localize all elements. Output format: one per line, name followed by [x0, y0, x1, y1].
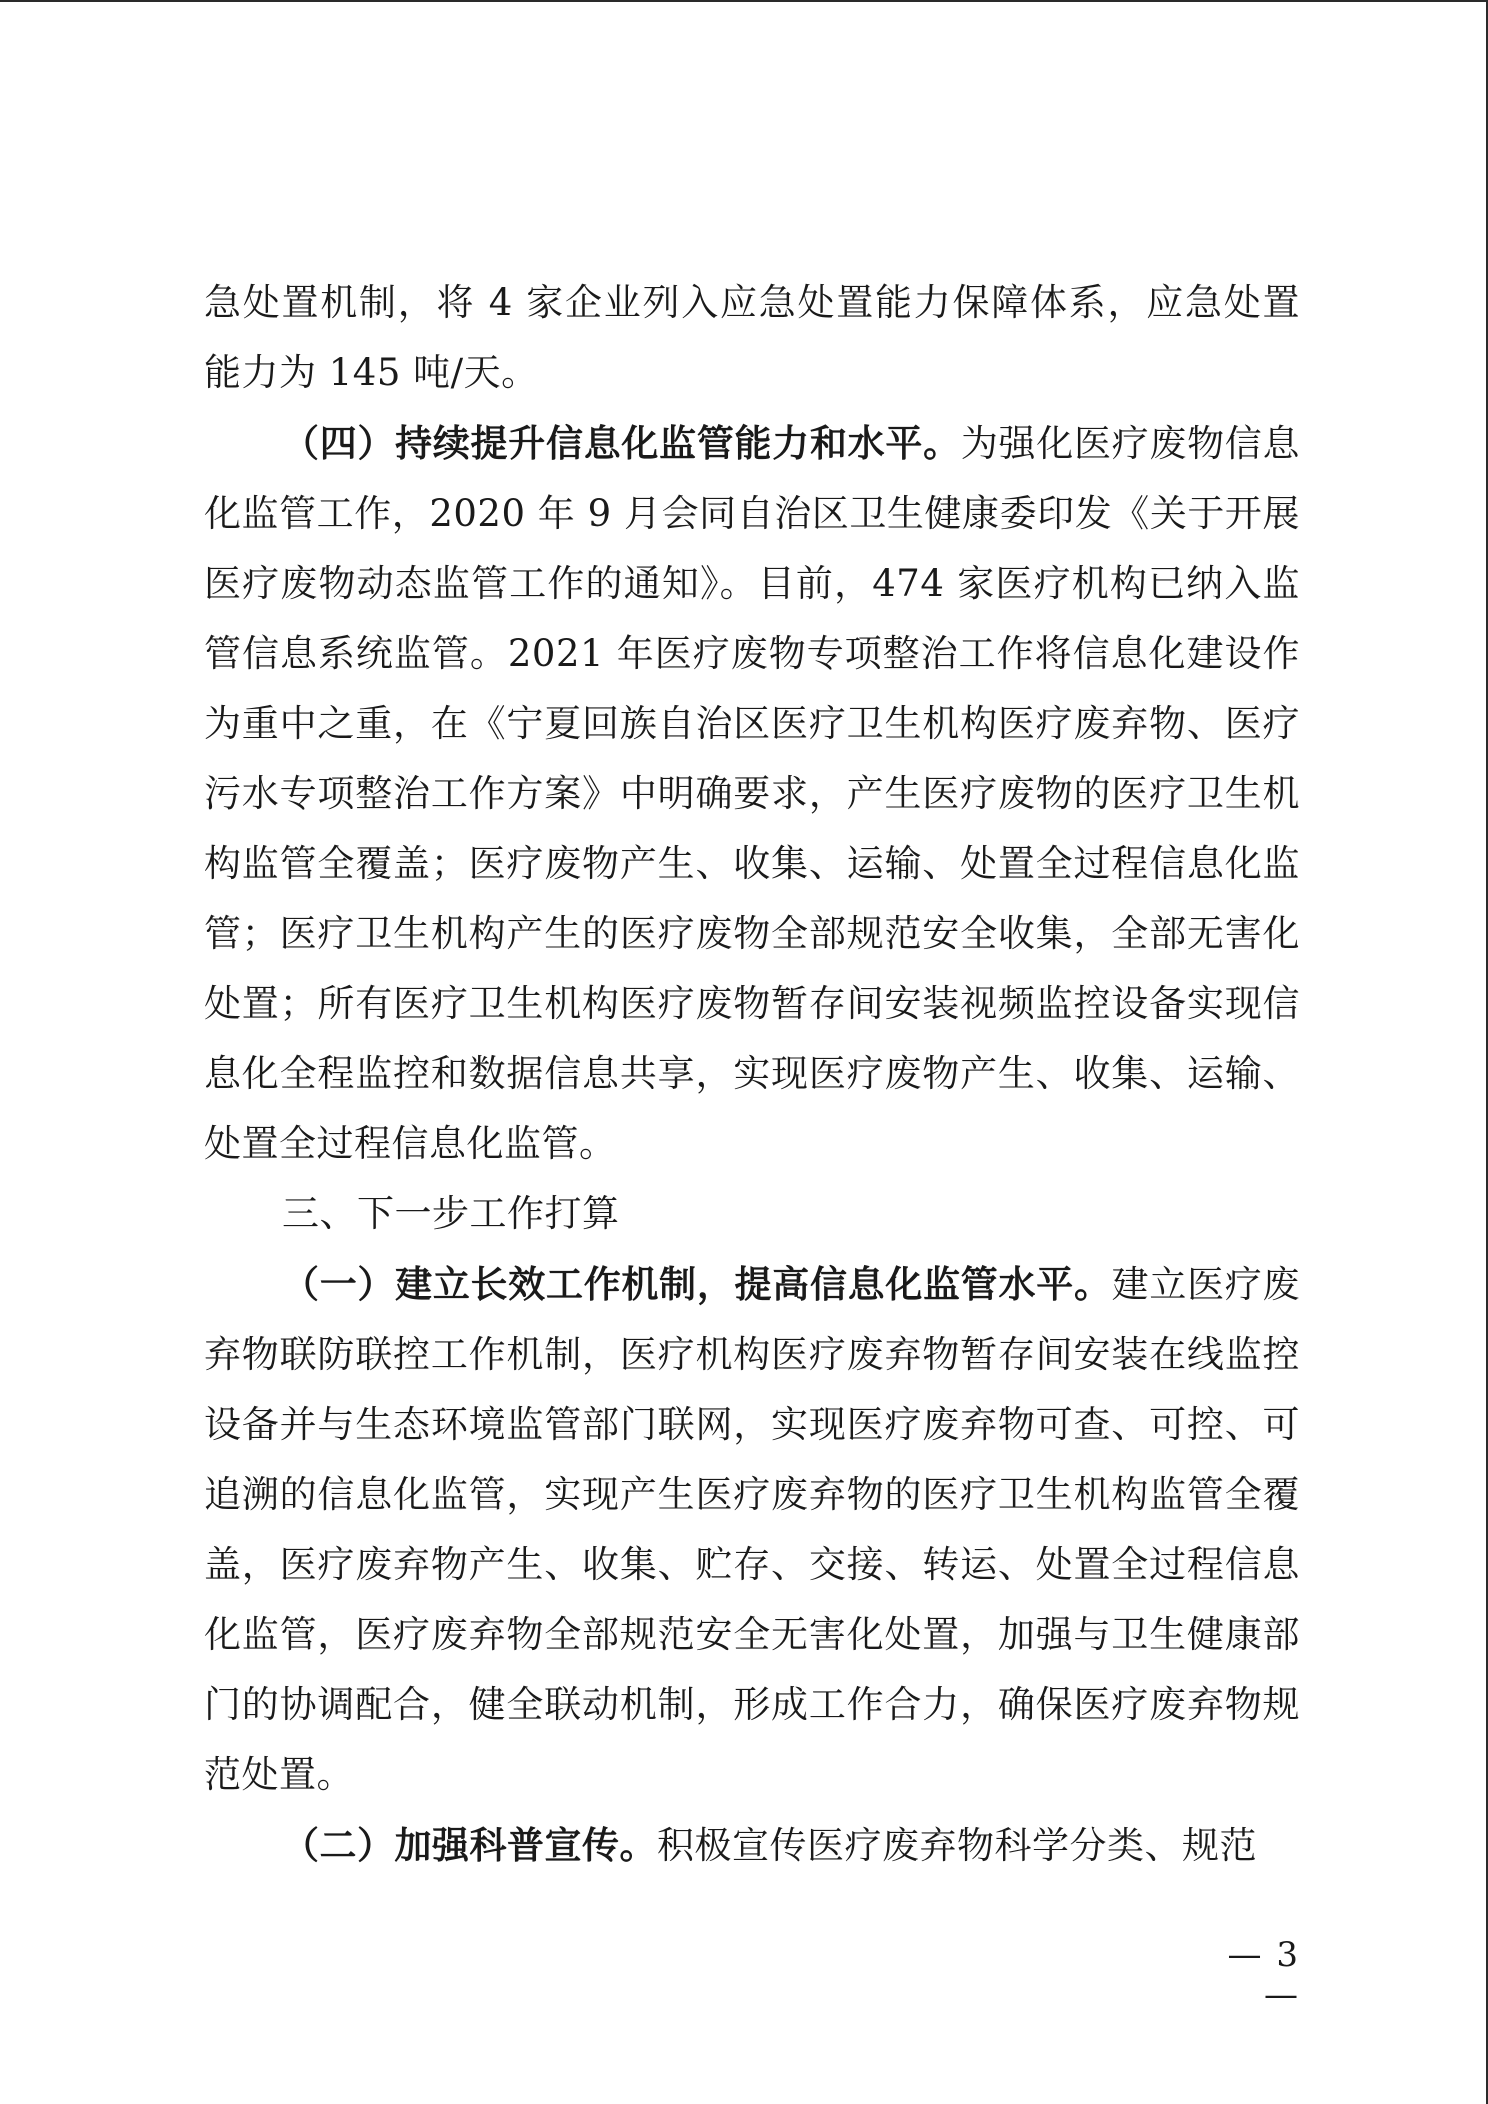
- section-three-heading: 三、下一步工作打算: [282, 1192, 620, 1235]
- item-two-text: 积极宣传医疗废弃物科学分类、规范: [657, 1824, 1257, 1867]
- section-four-text: 为强化医疗废物信息化监管工作，2020 年 9 月会同自治区卫生健康委印发《关于开展医疗废物动态监管工作的通知》。目前，474 家医疗机构已纳入监管信息系统监管。2021 年医疗废物专项整治工作将信息化建设作为重中之重，在《宁夏回族自治区医疗卫生机构医疗废弃物、医疗污水专项整治工作方案》中明确要求，产生医疗废物的医疗卫生机构监管全覆盖；医疗废物产生、收集、运输、处置全过程信息化监管；医疗卫生机构产生的医疗废物全部规范安全收集，全部无害化处置；所有医疗卫生机构医疗废物暂存间安装视频监控设备实现信息化全程监控和数据信息共享，实现医疗废物产生、收集、运输、处置全过程信息化监管。: [204, 422, 1301, 1165]
- item-one-paragraph: [204, 1249, 1300, 1810]
- continuation-paragraph: 急处置机制，将 4 家企业列入应急处置能力保障体系，应急处置能力为 145 吨/天。: [204, 281, 1300, 394]
- item-two-lead: （二）加强科普宣传。: [282, 1823, 657, 1867]
- page-number: — 3 —: [1227, 1935, 1300, 2015]
- item-two-paragraph: [204, 1810, 1300, 1881]
- document-body: [204, 268, 1300, 1881]
- section-four-lead: （四）持续提升信息化监管能力和水平。: [282, 421, 961, 465]
- page-top-border: [0, 0, 1488, 2]
- section-four-paragraph: [204, 408, 1300, 1179]
- item-one-lead: （一）建立长效工作机制，提高信息化监管水平。: [282, 1262, 1112, 1306]
- item-one-text: 建立医疗废弃物联防联控工作机制，医疗机构医疗废弃物暂存间安装在线监控设备并与生态环境监管部门联网，实现医疗废弃物可查、可控、可追溯的信息化监管，实现产生医疗废弃物的医疗卫生机构监管全覆盖，医疗废弃物产生、收集、贮存、交接、转运、处置全过程信息化监管，医疗废弃物全部规范安全无害化处置，加强与卫生健康部门的协调配合，健全联动机制，形成工作合力，确保医疗废弃物规范处置。: [204, 1263, 1301, 1796]
